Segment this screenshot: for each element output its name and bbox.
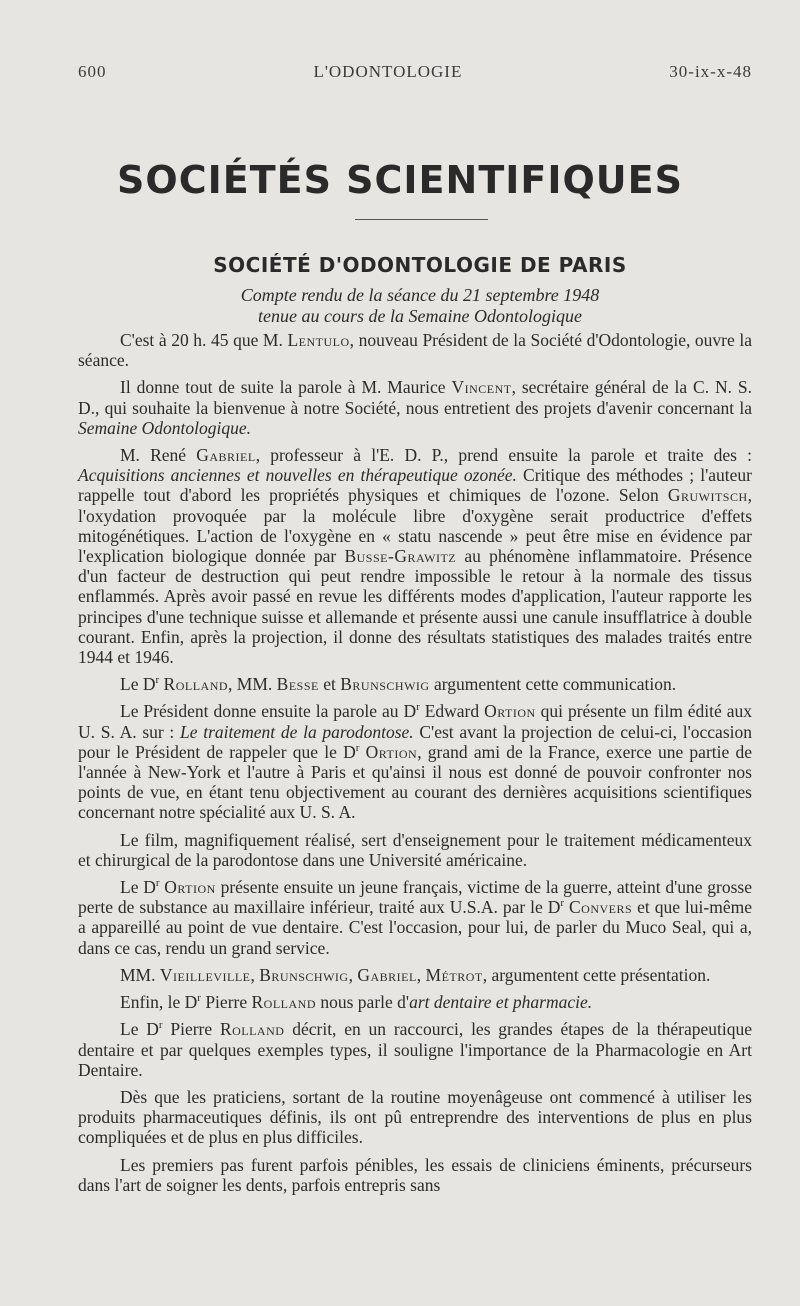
person-name: Ortion (365, 741, 418, 762)
paragraph: Le $D^r$ Pierre Rolland décrit, en un raccourci, les grandes étapes de la thérapeutique dentaire et par quelques exemples types, il souligne l'importance de la Pharmacologie en Art Dentaire. (78, 1019, 752, 1080)
paragraph: Les premiers pas furent parfois pénibles, les essais de cliniciens éminents, précurseurs dans l'art de soigner les dents, parfois entrepris sans (78, 1154, 752, 1195)
person-name: Métrot (425, 964, 483, 985)
paragraph: Le film, magnifiquement réalisé, sert d'enseignement pour le traitement médicamenteux et chirurgical de la parodontose dans une Université américaine. (78, 829, 752, 870)
person-name: Rolland (251, 992, 316, 1013)
issue-date: 30-ix-x-48 (669, 62, 752, 81)
paragraph: M. René Gabriel, professeur à l'E. D. P., prend ensuite la parole et traite des : Acquisitions anciennes et nouvelles en thérapeutique ozonée. Critique des méthodes ; l'auteur rappelle tout d'abord les propriétés physiques et chimiques de l'ozone. Selon Gruwitsch, l'oxydation provoquée par la molécule libre d'oxygène serait productrice d'effets mitogénétiques. L'action de l'oxygène en « statu nascende » peut être mise en évidence par l'explication biologique donnée par Busse-Grawitz au phénomène inflammatoire. Présence d'un facteur de destruction qui peut rendre impossible le retour à la normale des tissus enflammés. Après avoir passé en revue les différents modes d'application, l'auteur rapporte les principes d'une technique suisse et allemande et présente aussi une canule insufflatrice à double courant. Enfin, après la projection, il donne des résultats statistiques des malades traités entre 1944 et 1946. (78, 445, 752, 668)
paragraph: Enfin, le $D^r$ Pierre Rolland nous parle d'art dentaire et pharmacie. (120, 992, 593, 1013)
person-name: Ortion (164, 877, 216, 898)
person-name: Besse (276, 674, 319, 695)
article-body (78, 330, 752, 1202)
person-name: Busse-Grawitz (344, 546, 457, 567)
subtitle-line-1: Compte rendu de la séance du 21 septembre 1948 (240, 285, 600, 305)
running-head (78, 62, 752, 82)
person-name: Vincent (451, 377, 512, 398)
paragraph: C'est à 20 h. 45 que M. Lentulo, nouveau Président de la Société d'Odontologie, ouvre la séance. (78, 330, 752, 371)
person-name: Lentulo (287, 330, 350, 350)
section-title: SOCIÉTÉS SCIENTIFIQUES (117, 158, 683, 202)
italic-title: Semaine Odontologique. (78, 417, 252, 438)
person-name: Brunschwig (340, 674, 430, 695)
person-name: Vieilleville (159, 964, 251, 985)
italic-title: Acquisitions anciennes et nouvelles en thérapeutique ozonée. (78, 465, 517, 486)
person-name: Rolland (219, 1019, 285, 1040)
superscript: r (355, 742, 360, 755)
subtitle-line-2: tenue au cours de la Semaine Odontologique (258, 306, 582, 326)
italic-title: Le traitement de la parodontose. (180, 721, 414, 742)
superscript: r (155, 674, 160, 687)
person-name: Convers (568, 897, 633, 918)
superscript: r (560, 897, 565, 910)
person-name: Gabriel (196, 445, 256, 466)
person-name: Brunschwig (259, 964, 349, 985)
journal-title: L'ODONTOLOGIE (313, 62, 463, 81)
paragraph: Le $D^r$ Rolland, MM. Besse et Brunschwig argumentent cette communication. (120, 674, 677, 695)
society-heading: SOCIÉTÉ D'ODONTOLOGIE DE PARIS (213, 253, 627, 277)
page-number: 600 (78, 62, 107, 81)
person-name: Gabriel (357, 964, 417, 985)
superscript: r (416, 701, 420, 714)
title-divider (355, 219, 488, 220)
paragraph: Le Président donne ensuite la parole au $D^r$ Edward Ortion qui présente un film édité aux U. S. A. sur : Le traitement de la parodontose. C'est avant la projection de celui-ci, l'occasion pour le Président de rappeler que le $D^r$ Ortion, grand ami de la France, exerce une partie de l'année à New-York et l'autre à Paris et qu'ainsi il nous est donné de pouvoir confronter nos points de vue, en étant tenu objectivement au courant des dernières acquisitions scientifiques concernant notre spécialité aux U. S. A. (78, 701, 752, 823)
paragraph: Il donne tout de suite la parole à M. Maurice Vincent, secrétaire général de la C. N. S. D., qui souhaite la bienvenue à notre Société, nous entretient des projets d'avenir concernant la Semaine Odontologique. (78, 377, 752, 438)
person-name: Ortion (484, 701, 536, 722)
paragraph: Dès que les praticiens, sortant de la routine moyenâgeuse ont commencé à utiliser les produits pharmaceutiques définis, ils ont pû entreprendre des interventions de plus en plus compliquées et de plus en plus difficiles. (78, 1086, 752, 1148)
superscript: r (197, 992, 201, 1005)
paragraph: MM. Vieilleville, Brunschwig, Gabriel, Métrot, argumentent cette présentation. (120, 964, 711, 985)
paragraph: Le $D^r$ Ortion présente ensuite un jeune français, victime de la guerre, atteint d'une grosse perte de substance au maxillaire inférieur, traité aux U.S.A. par le $D^r$ Convers et que lui-même a appareillé au point de vue dentaire. C'est l'occasion, pour lui, de parler du Muco Seal, qui a, dans ce cas, rendu un grand service. (78, 877, 752, 958)
person-name: Rolland (163, 674, 229, 695)
superscript: r (158, 1019, 163, 1032)
italic-title: art dentaire et pharmacie. (409, 992, 593, 1013)
person-name: Gruwitsch (667, 485, 748, 506)
superscript: r (155, 877, 160, 890)
